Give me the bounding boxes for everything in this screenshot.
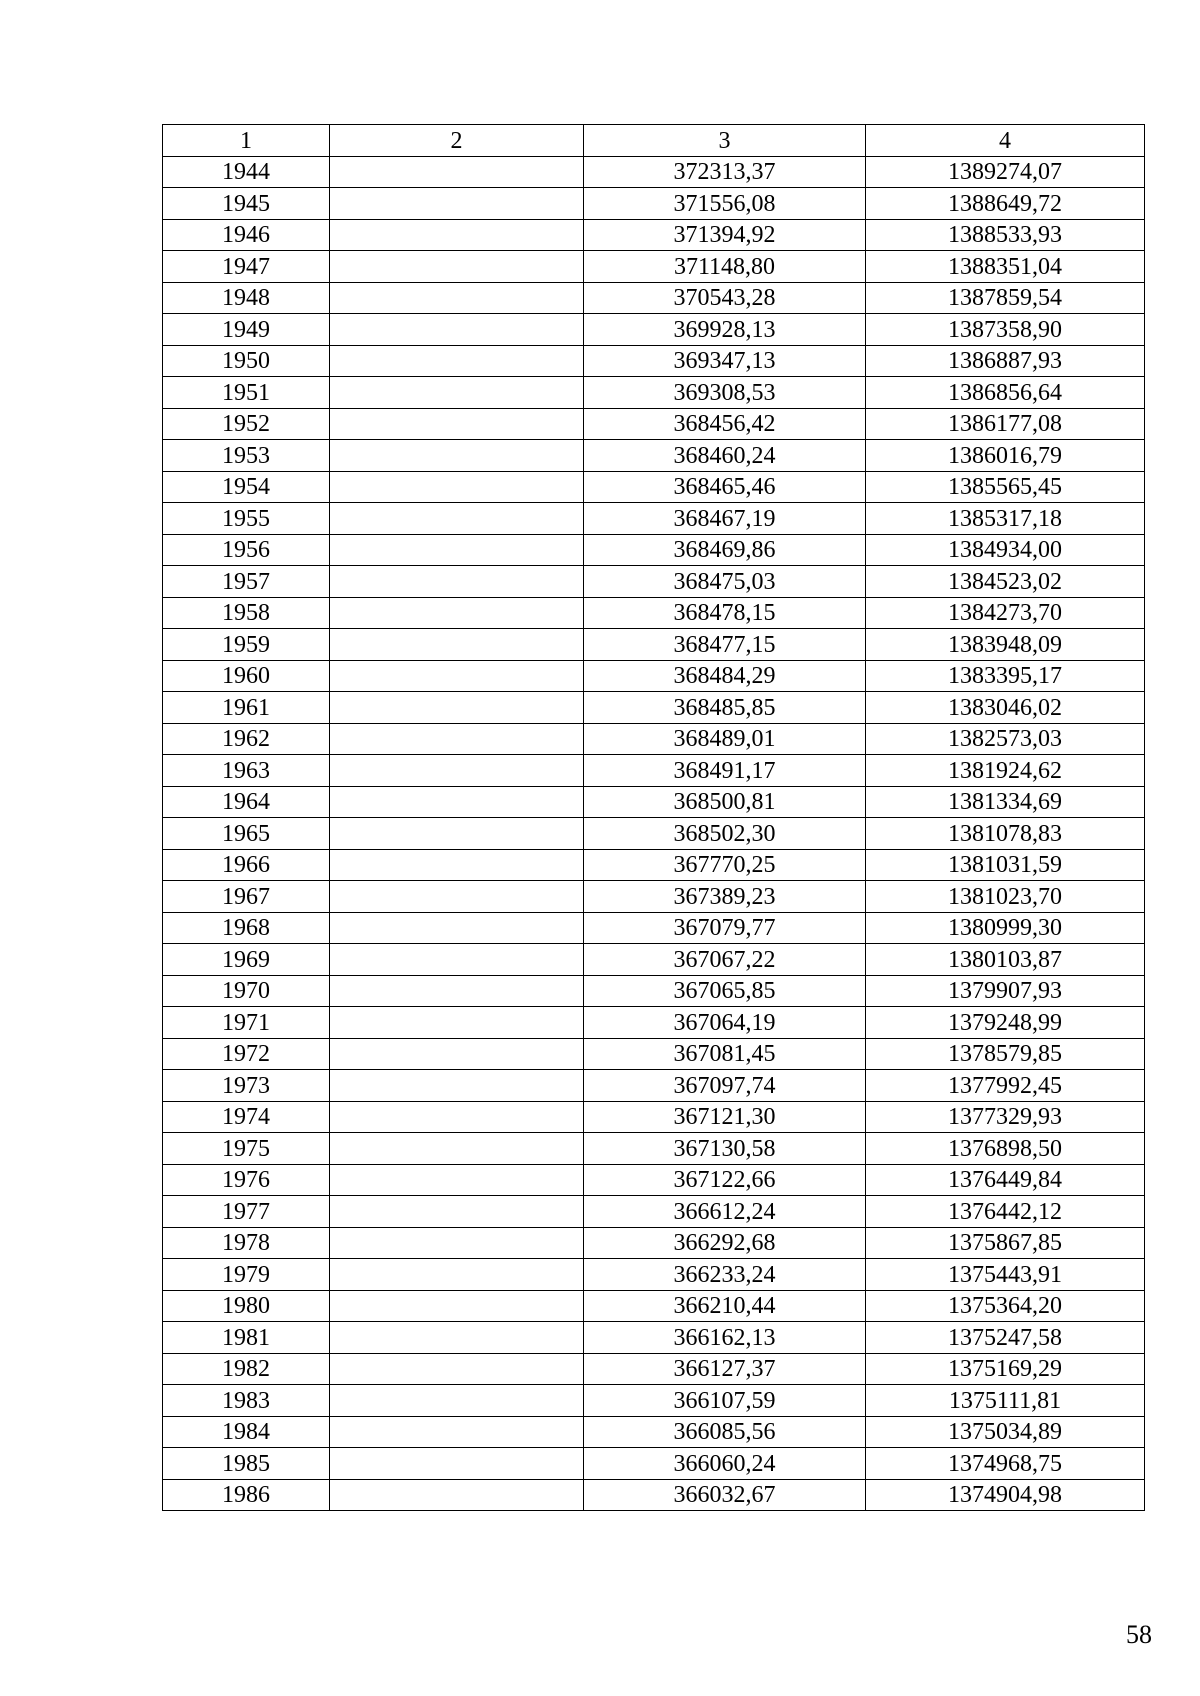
table-row: [163, 944, 1145, 976]
table-cell-col-2: [330, 1164, 584, 1196]
table-cell-col-2: [330, 345, 584, 377]
table-row: [163, 1164, 1145, 1196]
table-cell-col-2: [330, 849, 584, 881]
table-cell-col-4: 1375364,20: [866, 1290, 1145, 1322]
table-cell-col-2: [330, 1101, 584, 1133]
table-cell-col-3: 368456,42: [584, 408, 866, 440]
table-row: [163, 1227, 1145, 1259]
table-cell-col-1: 1972: [163, 1038, 330, 1070]
table-row: [163, 219, 1145, 251]
table-cell-col-1: 1969: [163, 944, 330, 976]
table-cell-col-2: [330, 1353, 584, 1385]
table-cell-col-4: 1375169,29: [866, 1353, 1145, 1385]
table-cell-col-4: 1379907,93: [866, 975, 1145, 1007]
table-cell-col-4: 1381078,83: [866, 818, 1145, 850]
table-cell-col-1: 1983: [163, 1385, 330, 1417]
table-header-row: [163, 125, 1145, 157]
table-cell-col-4: 1376898,50: [866, 1133, 1145, 1165]
table-cell-col-1: 1971: [163, 1007, 330, 1039]
table-row: [163, 1416, 1145, 1448]
table-cell-col-4: 1389274,07: [866, 156, 1145, 188]
table-cell-col-4: 1386887,93: [866, 345, 1145, 377]
table-cell-col-1: 1973: [163, 1070, 330, 1102]
table-row: [163, 1385, 1145, 1417]
table-row: [163, 471, 1145, 503]
table-cell-col-2: [330, 1290, 584, 1322]
table-cell-col-1: 1950: [163, 345, 330, 377]
table-cell-col-3: 367130,58: [584, 1133, 866, 1165]
table-row: [163, 345, 1145, 377]
column-header-3: 3: [584, 125, 866, 157]
table-cell-col-2: [330, 282, 584, 314]
table-cell-col-4: 1385317,18: [866, 503, 1145, 535]
table-cell-col-3: 366107,59: [584, 1385, 866, 1417]
table-row: [163, 881, 1145, 913]
table-cell-col-3: 366210,44: [584, 1290, 866, 1322]
table-row: [163, 282, 1145, 314]
table-cell-col-4: 1374968,75: [866, 1448, 1145, 1480]
table-cell-col-3: 368485,85: [584, 692, 866, 724]
table-cell-col-2: [330, 786, 584, 818]
page-number: 58: [1126, 1620, 1152, 1649]
table-cell-col-2: [330, 534, 584, 566]
table-row: [163, 566, 1145, 598]
table-cell-col-3: 366127,37: [584, 1353, 866, 1385]
table-cell-col-1: 1961: [163, 692, 330, 724]
table-cell-col-3: 372313,37: [584, 156, 866, 188]
table-cell-col-1: 1981: [163, 1322, 330, 1354]
coordinates-table: [162, 124, 1145, 1511]
table-cell-col-2: [330, 408, 584, 440]
table-cell-col-2: [330, 1322, 584, 1354]
table-cell-col-1: 1956: [163, 534, 330, 566]
table-cell-col-3: 369928,13: [584, 314, 866, 346]
table-row: [163, 1353, 1145, 1385]
table-cell-col-3: 368491,17: [584, 755, 866, 787]
table-row: [163, 440, 1145, 472]
table-cell-col-1: 1958: [163, 597, 330, 629]
table-cell-col-4: 1381023,70: [866, 881, 1145, 913]
table-cell-col-2: [330, 692, 584, 724]
table-row: [163, 1196, 1145, 1228]
table-cell-col-1: 1947: [163, 251, 330, 283]
table-cell-col-3: 368489,01: [584, 723, 866, 755]
table-cell-col-2: [330, 188, 584, 220]
table-cell-col-4: 1384273,70: [866, 597, 1145, 629]
table-cell-col-1: 1949: [163, 314, 330, 346]
table-cell-col-1: 1953: [163, 440, 330, 472]
table-row: [163, 1448, 1145, 1480]
table-cell-col-1: 1982: [163, 1353, 330, 1385]
table-cell-col-2: [330, 156, 584, 188]
table-cell-col-4: 1380999,30: [866, 912, 1145, 944]
table-cell-col-3: 371148,80: [584, 251, 866, 283]
table-cell-col-4: 1388649,72: [866, 188, 1145, 220]
table-cell-col-4: 1386016,79: [866, 440, 1145, 472]
table-row: [163, 975, 1145, 1007]
table-cell-col-4: 1381031,59: [866, 849, 1145, 881]
table-cell-col-4: 1381924,62: [866, 755, 1145, 787]
table-cell-col-4: 1381334,69: [866, 786, 1145, 818]
table-cell-col-1: 1962: [163, 723, 330, 755]
table-cell-col-2: [330, 377, 584, 409]
table-cell-col-1: 1955: [163, 503, 330, 535]
table-cell-col-4: 1382573,03: [866, 723, 1145, 755]
column-header-1: 1: [163, 125, 330, 157]
table-cell-col-4: 1377992,45: [866, 1070, 1145, 1102]
table-cell-col-1: 1965: [163, 818, 330, 850]
table-row: [163, 660, 1145, 692]
column-header-4: 4: [866, 125, 1145, 157]
column-header-2: 2: [330, 125, 584, 157]
table-cell-col-4: 1375034,89: [866, 1416, 1145, 1448]
table-cell-col-3: 366292,68: [584, 1227, 866, 1259]
table-cell-col-3: 370543,28: [584, 282, 866, 314]
table-row: [163, 818, 1145, 850]
table-cell-col-2: [330, 944, 584, 976]
table-cell-col-2: [330, 1196, 584, 1228]
table-cell-col-3: 367067,22: [584, 944, 866, 976]
table-cell-col-2: [330, 219, 584, 251]
table-row: [163, 1070, 1145, 1102]
table-cell-col-2: [330, 1133, 584, 1165]
table-row: [163, 156, 1145, 188]
table-cell-col-2: [330, 975, 584, 1007]
table-row: [163, 723, 1145, 755]
table-cell-col-2: [330, 881, 584, 913]
table-cell-col-1: 1978: [163, 1227, 330, 1259]
table-cell-col-2: [330, 1259, 584, 1291]
table-cell-col-3: 366032,67: [584, 1479, 866, 1511]
table-cell-col-1: 1985: [163, 1448, 330, 1480]
table-cell-col-3: 368478,15: [584, 597, 866, 629]
table-cell-col-3: 367389,23: [584, 881, 866, 913]
table-cell-col-1: 1986: [163, 1479, 330, 1511]
table-cell-col-2: [330, 912, 584, 944]
table-cell-col-1: 1977: [163, 1196, 330, 1228]
table-cell-col-1: 1960: [163, 660, 330, 692]
table-cell-col-1: 1966: [163, 849, 330, 881]
table-row: [163, 377, 1145, 409]
table-cell-col-3: 367079,77: [584, 912, 866, 944]
table-cell-col-4: 1387358,90: [866, 314, 1145, 346]
table-cell-col-2: [330, 251, 584, 283]
table-cell-col-2: [330, 1479, 584, 1511]
table-cell-col-1: 1959: [163, 629, 330, 661]
table-cell-col-3: 368465,46: [584, 471, 866, 503]
table-cell-col-2: [330, 1007, 584, 1039]
table-cell-col-1: 1979: [163, 1259, 330, 1291]
table-cell-col-3: 371394,92: [584, 219, 866, 251]
table-cell-col-4: 1375247,58: [866, 1322, 1145, 1354]
table-row: [163, 597, 1145, 629]
table-cell-col-1: 1970: [163, 975, 330, 1007]
table-cell-col-3: 366085,56: [584, 1416, 866, 1448]
table-row: [163, 534, 1145, 566]
table-cell-col-3: 368469,86: [584, 534, 866, 566]
table-row: [163, 251, 1145, 283]
table-cell-col-4: 1384934,00: [866, 534, 1145, 566]
table-cell-col-3: 368484,29: [584, 660, 866, 692]
table-cell-col-2: [330, 1385, 584, 1417]
table-cell-col-2: [330, 1038, 584, 1070]
table-cell-col-3: 368500,81: [584, 786, 866, 818]
table-cell-col-3: 369308,53: [584, 377, 866, 409]
table-cell-col-2: [330, 566, 584, 598]
table-cell-col-3: 367064,19: [584, 1007, 866, 1039]
table-cell-col-4: 1383948,09: [866, 629, 1145, 661]
table-row: [163, 912, 1145, 944]
table-row: [163, 786, 1145, 818]
table-cell-col-4: 1376449,84: [866, 1164, 1145, 1196]
table-cell-col-2: [330, 818, 584, 850]
table-row: [163, 1290, 1145, 1322]
table-cell-col-3: 367081,45: [584, 1038, 866, 1070]
table-cell-col-4: 1383046,02: [866, 692, 1145, 724]
table-cell-col-4: 1385565,45: [866, 471, 1145, 503]
table-cell-col-3: 367121,30: [584, 1101, 866, 1133]
table-cell-col-3: 368475,03: [584, 566, 866, 598]
table-cell-col-3: 368467,19: [584, 503, 866, 535]
table-cell-col-2: [330, 314, 584, 346]
table-cell-col-1: 1974: [163, 1101, 330, 1133]
table-cell-col-3: 369347,13: [584, 345, 866, 377]
table-cell-col-4: 1388351,04: [866, 251, 1145, 283]
table-cell-col-3: 366233,24: [584, 1259, 866, 1291]
table-cell-col-2: [330, 660, 584, 692]
table-cell-col-2: [330, 503, 584, 535]
table-cell-col-2: [330, 440, 584, 472]
table-cell-col-2: [330, 1416, 584, 1448]
table-row: [163, 1322, 1145, 1354]
table-cell-col-1: 1980: [163, 1290, 330, 1322]
table-cell-col-1: 1946: [163, 219, 330, 251]
table-cell-col-4: 1379248,99: [866, 1007, 1145, 1039]
table-cell-col-4: 1386177,08: [866, 408, 1145, 440]
table-cell-col-1: 1964: [163, 786, 330, 818]
table-cell-col-2: [330, 1448, 584, 1480]
table-row: [163, 629, 1145, 661]
table-cell-col-3: 368502,30: [584, 818, 866, 850]
table-cell-col-1: 1968: [163, 912, 330, 944]
table-cell-col-3: 367097,74: [584, 1070, 866, 1102]
table-row: [163, 1479, 1145, 1511]
table-row: [163, 408, 1145, 440]
table-cell-col-3: 367122,66: [584, 1164, 866, 1196]
table-cell-col-1: 1957: [163, 566, 330, 598]
table-cell-col-4: 1377329,93: [866, 1101, 1145, 1133]
table-cell-col-1: 1944: [163, 156, 330, 188]
table-cell-col-2: [330, 597, 584, 629]
table-row: [163, 188, 1145, 220]
table-cell-col-4: 1378579,85: [866, 1038, 1145, 1070]
table-cell-col-1: 1951: [163, 377, 330, 409]
table-cell-col-3: 368477,15: [584, 629, 866, 661]
table-cell-col-1: 1963: [163, 755, 330, 787]
table-cell-col-1: 1976: [163, 1164, 330, 1196]
table-cell-col-3: 371556,08: [584, 188, 866, 220]
table-cell-col-2: [330, 1227, 584, 1259]
table-cell-col-2: [330, 471, 584, 503]
table-row: [163, 1007, 1145, 1039]
table-row: [163, 1133, 1145, 1165]
table-cell-col-2: [330, 723, 584, 755]
table-row: [163, 849, 1145, 881]
table-row: [163, 1101, 1145, 1133]
table-cell-col-4: 1375443,91: [866, 1259, 1145, 1291]
table-cell-col-1: 1945: [163, 188, 330, 220]
table-cell-col-1: 1984: [163, 1416, 330, 1448]
table-cell-col-4: 1386856,64: [866, 377, 1145, 409]
table-cell-col-4: 1375111,81: [866, 1385, 1145, 1417]
table-row: [163, 1038, 1145, 1070]
table-cell-col-3: 367065,85: [584, 975, 866, 1007]
table-cell-col-4: 1376442,12: [866, 1196, 1145, 1228]
table-row: [163, 314, 1145, 346]
table-row: [163, 503, 1145, 535]
table-cell-col-2: [330, 629, 584, 661]
table-cell-col-2: [330, 1070, 584, 1102]
table-cell-col-1: 1948: [163, 282, 330, 314]
table-cell-col-1: 1954: [163, 471, 330, 503]
table-cell-col-2: [330, 755, 584, 787]
table-cell-col-1: 1975: [163, 1133, 330, 1165]
table-cell-col-1: 1967: [163, 881, 330, 913]
table-cell-col-3: 367770,25: [584, 849, 866, 881]
table-body: [163, 156, 1145, 1511]
table-cell-col-3: 368460,24: [584, 440, 866, 472]
table-cell-col-1: 1952: [163, 408, 330, 440]
table-cell-col-4: 1380103,87: [866, 944, 1145, 976]
table-row: [163, 755, 1145, 787]
table-cell-col-4: 1387859,54: [866, 282, 1145, 314]
table-cell-col-4: 1388533,93: [866, 219, 1145, 251]
table-cell-col-4: 1383395,17: [866, 660, 1145, 692]
table-row: [163, 1259, 1145, 1291]
table-cell-col-4: 1375867,85: [866, 1227, 1145, 1259]
table-cell-col-4: 1384523,02: [866, 566, 1145, 598]
table-row: [163, 692, 1145, 724]
table-cell-col-3: 366162,13: [584, 1322, 866, 1354]
table-cell-col-3: 366060,24: [584, 1448, 866, 1480]
table-cell-col-3: 366612,24: [584, 1196, 866, 1228]
table-cell-col-4: 1374904,98: [866, 1479, 1145, 1511]
